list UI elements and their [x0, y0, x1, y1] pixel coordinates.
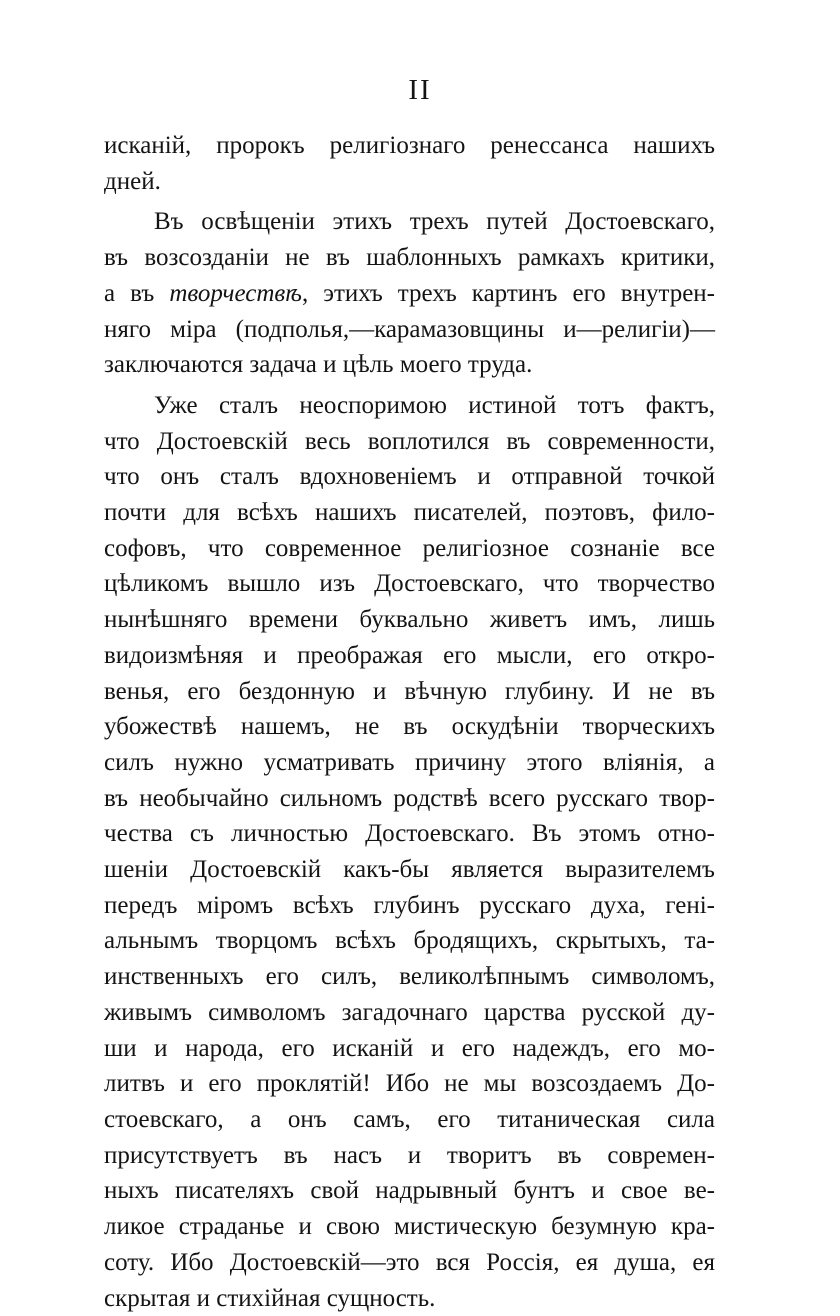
- text-line: Въ освѣщеніи этихъ трехъ путей Достоевскаго,: [104, 204, 715, 240]
- text-line: нынѣшняго времени буквально живетъ имъ, лишь: [104, 602, 715, 638]
- text-line: Уже сталъ неоспоримою истиной тотъ фактъ,: [104, 388, 715, 424]
- text-line: шеніи Достоевскій какъ-бы является выразителемъ: [104, 852, 715, 888]
- text-line: въ необычайно сильномъ родствѣ всего русскаго твор-: [104, 781, 715, 817]
- text-line: силъ нужно усматривать причину этого вліянія, а: [104, 745, 715, 781]
- text-line: въ возсозданіи не въ шаблонныхъ рамкахъ критики,: [104, 240, 715, 276]
- text-line: ликое страданье и свою мистическую безумную кра-: [104, 1209, 715, 1245]
- text-line: исканій, пророкъ религіознаго ренессанса нашихъ: [104, 128, 715, 164]
- text-line: [104, 276, 715, 312]
- text-line: что онъ сталъ вдохновеніемъ и отправной точкой: [104, 459, 715, 495]
- text-line: скрытая и стихійная сущность.: [104, 1281, 715, 1316]
- paragraph-3: [104, 388, 715, 1316]
- text-segment: , этихъ трехъ картинъ его внутрен-: [302, 280, 715, 307]
- text-line: почти для всѣхъ нашихъ писателей, поэтовъ, фило-: [104, 495, 715, 531]
- page-number: II: [0, 72, 840, 108]
- text-line: дней.: [104, 164, 715, 200]
- text-line: стоевскаго, а онъ самъ, его титаническая сила: [104, 1102, 715, 1138]
- text-line: цѣликомъ вышло изъ Достоевскаго, что творчество: [104, 566, 715, 602]
- text-line: заключаются задача и цѣль моего труда.: [104, 347, 715, 383]
- text-line: соту. Ибо Достоевскій—это вся Россія, ея душа, ея: [104, 1245, 715, 1281]
- text-line: софовъ, что современное религіозное сознаніе все: [104, 531, 715, 567]
- text-line: няго міра (подполья,—карамазовщины и—религіи)—: [104, 312, 715, 348]
- text-line: что Достоевскій весь воплотился въ современности,: [104, 424, 715, 460]
- text-line: ныхъ писателяхъ свой надрывный бунтъ и свое ве-: [104, 1173, 715, 1209]
- text-line: венья, его бездонную и вѣчную глубину. И не въ: [104, 674, 715, 710]
- text-line: живымъ символомъ загадочнаго царства русской ду-: [104, 995, 715, 1031]
- text-line: передъ міромъ всѣхъ глубинъ русскаго духа, гені-: [104, 888, 715, 924]
- text-line: убожествѣ нашемъ, не въ оскудѣніи творческихъ: [104, 709, 715, 745]
- text-line: видоизмѣняя и преображая его мысли, его откро-: [104, 638, 715, 674]
- paragraph-2: [104, 204, 715, 383]
- text-line: инственныхъ его силъ, великолѣпнымъ символомъ,: [104, 959, 715, 995]
- text-line: чества съ личностью Достоевскаго. Въ этомъ отно-: [104, 816, 715, 852]
- text-line: альнымъ творцомъ всѣхъ бродящихъ, скрытыхъ, та-: [104, 923, 715, 959]
- body-text: [104, 128, 715, 1316]
- text-line: ши и народа, его исканій и его надеждъ, его мо-: [104, 1031, 715, 1067]
- text-segment: а въ: [104, 280, 169, 307]
- emphasized-word: творчествѣ: [169, 280, 302, 307]
- text-line: литвъ и его проклятій! Ибо не мы возсоздаемъ До-: [104, 1066, 715, 1102]
- text-line: присутствуетъ въ насъ и творитъ въ современ-: [104, 1138, 715, 1174]
- paragraph-1: [104, 128, 715, 199]
